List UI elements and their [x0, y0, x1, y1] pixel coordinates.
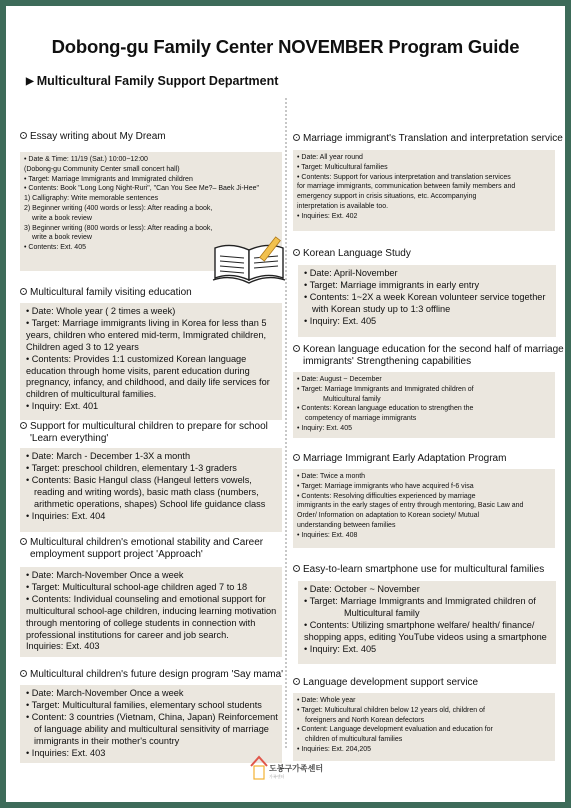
section-box-say-mama: • Date: March-November Once a week • Target: Multicultural families, elementary school students • Content: 3 countries (Vietnam, China, Japan) Reinforcement of language ability and multicultural sensitivity of marriage immigrants in their mother's country • Inquiries: Ext. 403	[20, 685, 282, 763]
section-box-korean-study: • Date: April-November • Target: Marriage immigrants in early entry • Contents: 1~2X a week Korean volunteer service together with Korean study up to 1:3 offline • Inquiry: Ext. 405	[298, 265, 556, 337]
section-box-language-development: • Date: Whole year • Target: Multicultural children below 12 years old, children of foreigners and North Korean defectors • Content: Language development evaluation and education for children of multicultural families • Inquiries: Ext. 204,205	[293, 693, 555, 761]
circle-bullet-icon	[20, 538, 27, 545]
section-box-smartphone: • Date: October ~ November • Target: Marriage Immigrants and Immigrated children of Multicultural family • Contents: Utilizing smartphone welfare/ health/ finance/ shopping apps, editing YouTube videos using a smartphone • Inquiry: Ext. 405	[298, 581, 556, 664]
section-title-visiting-education: Multicultural family visiting education	[20, 287, 192, 299]
section-box-visiting-education: • Date: Whole year ( 2 times a week) • Target: Marriage immigrants living in Korea for less than 5 years, children who entered mid-term, Immigrated children, Children aged 3 to 12 years • Contents: Provides 1:1 customized Korean language education through home visits, parent education during pregnancy, infancy, and childhood, and daily life services for children of multicultural families. • Inquiry: Ext. 401	[20, 303, 282, 420]
column-divider	[285, 98, 287, 748]
section-title-korean-education: Korean language education for the second half of marriage immigrants' Strengthening capabilities	[293, 344, 564, 368]
circle-bullet-icon	[293, 678, 300, 685]
section-title-essay: Essay writing about My Dream	[20, 131, 166, 143]
open-book-pencil-icon	[211, 234, 289, 286]
section-title-translation: Marriage immigrant's Translation and interpretation service	[293, 133, 563, 145]
logo-name: 도봉구가족센터	[269, 764, 324, 773]
section-title-korean-study: Korean Language Study	[293, 248, 411, 260]
circle-bullet-icon	[293, 345, 300, 352]
triangle-icon: ▶	[26, 76, 34, 87]
section-title-language-development: Language development support service	[293, 677, 478, 689]
program-guide-page	[6, 6, 565, 802]
section-box-approach: • Date: March-November Once a week • Target: Multicultural school-age children aged 7 to 18 • Contents: Individual counseling and emotional support for multicultural school-age children, inducing learning motivation through mentoring of college students in connection with professional institutions for career and job search. Inquiries: Ext. 403	[20, 567, 282, 657]
section-title-approach: Multicultural children's emotional stability and Career employment support project 'Approach'	[20, 537, 263, 561]
section-title-school-prep: Support for multicultural children to prepare for school 'Learn everything'	[20, 421, 268, 445]
circle-bullet-icon	[20, 132, 27, 139]
circle-bullet-icon	[20, 422, 27, 429]
circle-bullet-icon	[20, 288, 27, 295]
section-box-essay: • Date & Time: 11/19 (Sat.) 10:00~12:00 (Dobong-gu Community Center small concert hall) • Target: Marriage Immigrants and Immigrated children • Contents: Book "Long Long Night-Ruri", "Can You See Me?– Baek Ji-Hee" 1) Calligraphy: Write memorable sentences 2) Beginner writing (400 words or less): After reading a book, write a book review 3) Beginner writing (800 words or less): After reading a book, write a book review • Contents: Ext. 405	[20, 152, 282, 271]
section-box-school-prep: • Date: March - December 1-3X a month • Target: preschool children, elementary 1-3 graders • Contents: Basic Hangul class (Hangeul letters vowels, reading and writing words), basic math class (numbers, arithmetic operations, shapes) School life guidance class • Inquiries: Ext. 404	[20, 448, 282, 532]
section-title-say-mama: Multicultural children's future design program 'Say mama'	[20, 669, 283, 681]
department-label: Multicultural Family Support Department	[36, 74, 279, 88]
section-box-early-adaptation: • Date: Twice a month • Target: Marriage immigrants who have acquired f-6 visa • Contents: Resolving difficulties experienced by marriage immigrants in the early stages of entry through mentoring, Basic Law and Order/ Information on adaptation to Korean society/ Mutual understanding between families • Inquiries: Ext. 408	[293, 469, 555, 548]
house-logo-icon	[249, 754, 269, 782]
circle-bullet-icon	[293, 565, 300, 572]
family-center-logo	[249, 750, 369, 792]
section-title-early-adaptation: Marriage Immigrant Early Adaptation Program	[293, 453, 506, 465]
section-title-smartphone: Easy-to-learn smartphone use for multicultural families	[293, 564, 544, 576]
circle-bullet-icon	[293, 454, 300, 461]
department-heading	[26, 74, 278, 88]
section-box-korean-education: • Date: August ~ December • Target: Marriage Immigrants and Immigrated children of Multicultural family • Contents: Korean language education to strengthen the competency of marriage immigrants • Inquiry: Ext. 405	[293, 372, 555, 438]
section-box-translation: • Date: All year round • Target: Multicultural families • Contents: Support for various interpretation and translation services for marriage immigrants, communication between family members and emergency support in crisis situations, etc. Accompanying interpretation is available too. • Inquiries: Ext. 402	[293, 150, 555, 231]
logo-emblem-text: 가족센터	[269, 774, 285, 779]
circle-bullet-icon	[293, 249, 300, 256]
page-title: Dobong-gu Family Center NOVEMBER Program Guide	[51, 36, 520, 57]
circle-bullet-icon	[20, 670, 27, 677]
circle-bullet-icon	[293, 134, 300, 141]
